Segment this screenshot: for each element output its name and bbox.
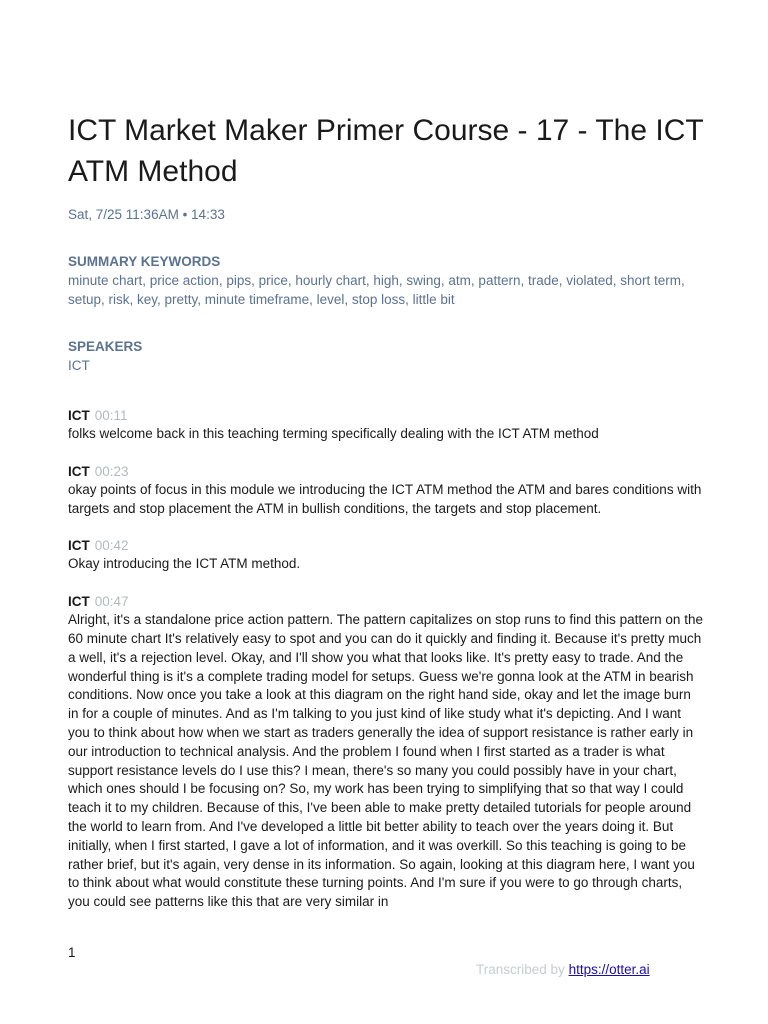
transcript-entry: [68, 536, 704, 574]
page-number: 1: [68, 945, 76, 960]
speaker-name: ICT: [68, 538, 90, 554]
transcript-entry: [68, 406, 704, 444]
speakers-section: [68, 337, 704, 375]
footer-credit: [476, 960, 650, 979]
transcript: [68, 406, 704, 930]
transcript-text: Alright, it's a standalone price action pattern. The pattern capitalizes on stop runs to find this pattern on the 60 minute chart It's relatively easy to spot and you can do it quickly and finding it. Because it's pretty much a well, it's a rejection level. Okay, and I'll show you what that looks like. It's pretty easy to trade. And the wonderful thing is it's a complete trading model for setups. Guess we're gonna look at the ATM in bearish conditions. Now once you take a look at this diagram on the right hand side, okay and let the image burn in for a couple of minutes. And as I'm talking to you just kind of like study what it's depicting. And I want you to think about how when we start as traders generally the idea of support resistance is rather early in our introduction to technical analysis. And the problem I found when I first started as a trader is what support resistance levels do I use this? I mean, there's so many you could possibly have in your chart, which ones should I be focusing on? So, my work has been trying to simplifying that so that way I could teach it to my children. Because of this, I've been able to make pretty detailed tutorials for people around the world to learn from. And I've developed a little bit better ability to teach over the years doing it. But initially, when I first started, I gave a lot of information, and it was overkill. So this teaching is going to be rather brief, but it's again, very dense in its information. So again, looking at this diagram here, I want you to think about what would constitute these turning points. And I'm sure if you were to go through charts, you could see patterns like this that are very similar in: [68, 612, 703, 910]
transcript-text: okay points of focus in this module we introducing the ICT ATM method the ATM and bares conditions with targets and stop placement the ATM in bullish conditions, the targets and stop placement.: [68, 481, 702, 516]
speaker-name: ICT: [68, 463, 90, 479]
transcript-text: Okay introducing the ICT ATM method.: [68, 556, 301, 572]
summary-keywords-heading: SUMMARY KEYWORDS: [68, 254, 221, 269]
timestamp[interactable]: 00:42: [94, 538, 129, 554]
timestamp[interactable]: 00:47: [94, 594, 129, 610]
transcribed-by-label: Transcribed by: [476, 962, 565, 977]
timestamp[interactable]: 00:11: [94, 408, 128, 423]
transcript-entry: [68, 462, 704, 519]
transcript-text: folks welcome back in this teaching terming specifically dealing with the ICT ATM method: [68, 426, 599, 441]
speakers-list: ICT: [68, 358, 90, 373]
speaker-name: ICT: [68, 594, 90, 610]
page-title: ICT Market Maker Primer Course - 17 - The ICT ATM Method: [68, 114, 704, 188]
timestamp[interactable]: 00:23: [94, 463, 129, 479]
speaker-name: ICT: [68, 408, 90, 423]
summary-keywords-list: minute chart, price action, pips, price, hourly chart, high, swing, atm, pattern, trade, violated, short term, setup, risk, key, pretty, minute timeframe, level, stop loss, little bit: [68, 273, 685, 307]
otter-link[interactable]: https://otter.ai: [568, 962, 650, 977]
recording-meta: Sat, 7/25 11:36AM • 14:33: [68, 207, 225, 222]
summary-keywords-section: [68, 252, 704, 309]
speakers-heading: SPEAKERS: [68, 339, 143, 354]
transcript-entry: [68, 592, 704, 912]
